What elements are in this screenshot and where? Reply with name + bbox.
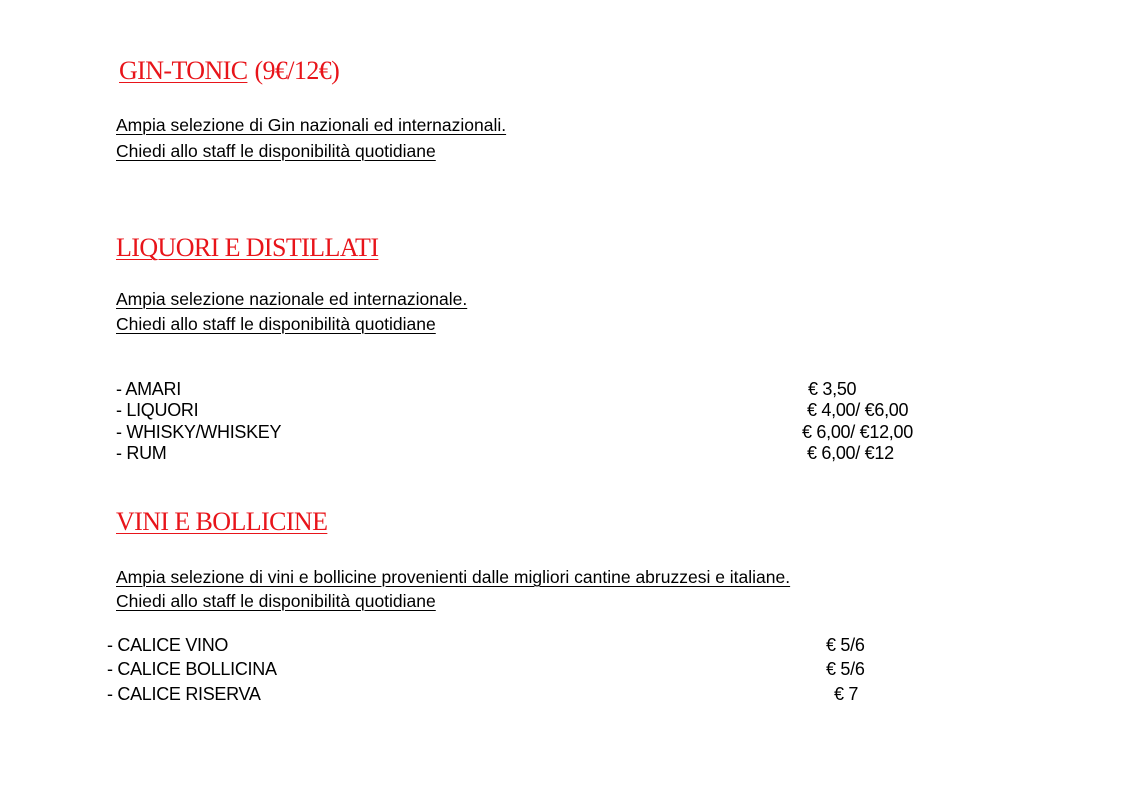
vini-description-line-1: Ampia selezione di vini e bollicine provenienti dalle migliori cantine abruzzesi e italiane.	[116, 567, 791, 587]
gin-tonic-title: GIN-TONIC	[119, 56, 248, 85]
menu-item-price: € 5/6	[826, 659, 865, 679]
liquori-title: LIQUORI E DISTILLATI	[116, 233, 379, 262]
liquori-heading	[116, 235, 378, 261]
liquori-description-line-1: Ampia selezione nazionale ed internazionale.	[116, 289, 468, 309]
menu-item-name: - CALICE VINO	[107, 635, 229, 655]
vini-title: VINI E BOLLICINE	[116, 507, 328, 536]
gin-tonic-heading	[119, 58, 339, 84]
menu-item-name: - RUM	[116, 443, 167, 463]
menu-item-price: € 6,00/ €12,00	[802, 422, 913, 442]
menu-item-price: € 7	[834, 684, 859, 704]
menu-item-name: - LIQUORI	[116, 400, 199, 420]
menu-item-name: - AMARI	[116, 379, 181, 399]
vini-heading	[116, 509, 327, 535]
menu-item-name: - CALICE RISERVA	[107, 684, 261, 704]
liquori-description-line-2: Chiedi allo staff le disponibilità quotidiane	[116, 314, 436, 334]
vini-description-line-2: Chiedi allo staff le disponibilità quotidiane	[116, 591, 436, 611]
menu-item-name: - WHISKY/WHISKEY	[116, 422, 282, 442]
menu-item-price: € 5/6	[826, 635, 865, 655]
menu-item-price: € 6,00/ €12	[807, 443, 894, 463]
gin-tonic-description-line-2: Chiedi allo staff le disponibilità quotidiane	[116, 141, 436, 161]
gin-tonic-description-line-1: Ampia selezione di Gin nazionali ed internazionali.	[116, 115, 507, 135]
menu-item-price: € 3,50	[808, 379, 857, 399]
menu-item-name: - CALICE BOLLICINA	[107, 659, 277, 679]
gin-tonic-price: (9€/12€)	[254, 56, 340, 85]
menu-item-price: € 4,00/ €6,00	[807, 400, 909, 420]
